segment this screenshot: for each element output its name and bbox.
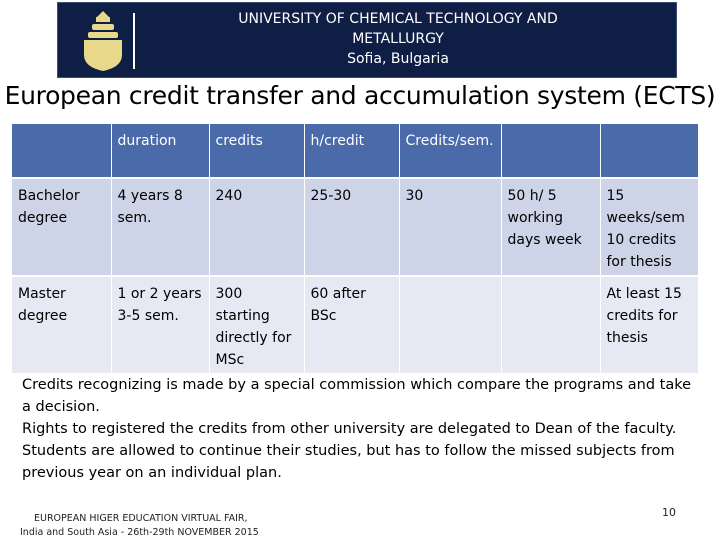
table-header-row: [12, 124, 698, 178]
table-row: [12, 178, 698, 276]
table-cell: 1 or 2 years 3-5 sem.: [111, 276, 209, 373]
table-header-cell: credits: [209, 124, 304, 178]
table-cell: 240: [209, 178, 304, 276]
table-row: [12, 276, 698, 373]
table-cell: 50 h/ 5 working days week: [501, 178, 600, 276]
table-header-cell: duration: [111, 124, 209, 178]
table-cell: Master degree: [12, 276, 111, 373]
footer: [20, 512, 259, 540]
footer-line2: India and South Asia - 26th-29th NOVEMBER 2015: [20, 527, 259, 538]
table-header-cell: [600, 124, 698, 178]
header-banner: [57, 2, 677, 78]
paragraph-credit-rights: Rights to registered the credits from other university are delegated to Dean of the faculty. Students are allowed to continue their studies, but has to follow the missed subjects from previous year on an individual plan.: [22, 421, 677, 481]
table-header-cell: h/credit: [304, 124, 399, 178]
slide-title: European credit transfer and accumulation system (ECTS): [4, 81, 716, 110]
table-cell: 25-30: [304, 178, 399, 276]
table-cell: 4 years 8 sem.: [111, 178, 209, 276]
university-crest-icon: [76, 9, 130, 73]
table-header-cell: Credits/sem.: [399, 124, 501, 178]
table-cell: 300 starting directly for MSc: [209, 276, 304, 373]
banner-text: [208, 9, 588, 69]
university-name-line2: METALLURGY: [352, 31, 444, 47]
page-number: 10: [662, 506, 676, 519]
table-cell: [399, 276, 501, 373]
table-cell: At least 15 credits for thesis: [600, 276, 698, 373]
body-text: [22, 374, 698, 484]
banner-divider: [133, 13, 135, 69]
table-cell: [501, 276, 600, 373]
table-cell: 15 weeks/sem 10 credits for thesis: [600, 178, 698, 276]
table-header-cell: [12, 124, 111, 178]
ects-table: [12, 124, 698, 373]
table-cell: 30: [399, 178, 501, 276]
table-header-cell: [501, 124, 600, 178]
university-name-line1: UNIVERSITY OF CHEMICAL TECHNOLOGY AND: [238, 11, 558, 27]
university-location: Sofia, Bulgaria: [347, 51, 449, 67]
table-cell: 60 after BSc: [304, 276, 399, 373]
footer-line1: EUROPEAN HIGER EDUCATION VIRTUAL FAIR,: [34, 513, 248, 524]
table-cell: Bachelor degree: [12, 178, 111, 276]
paragraph-credits-recognizing: Credits recognizing is made by a special commission which compare the programs and take a decision.: [22, 377, 692, 415]
